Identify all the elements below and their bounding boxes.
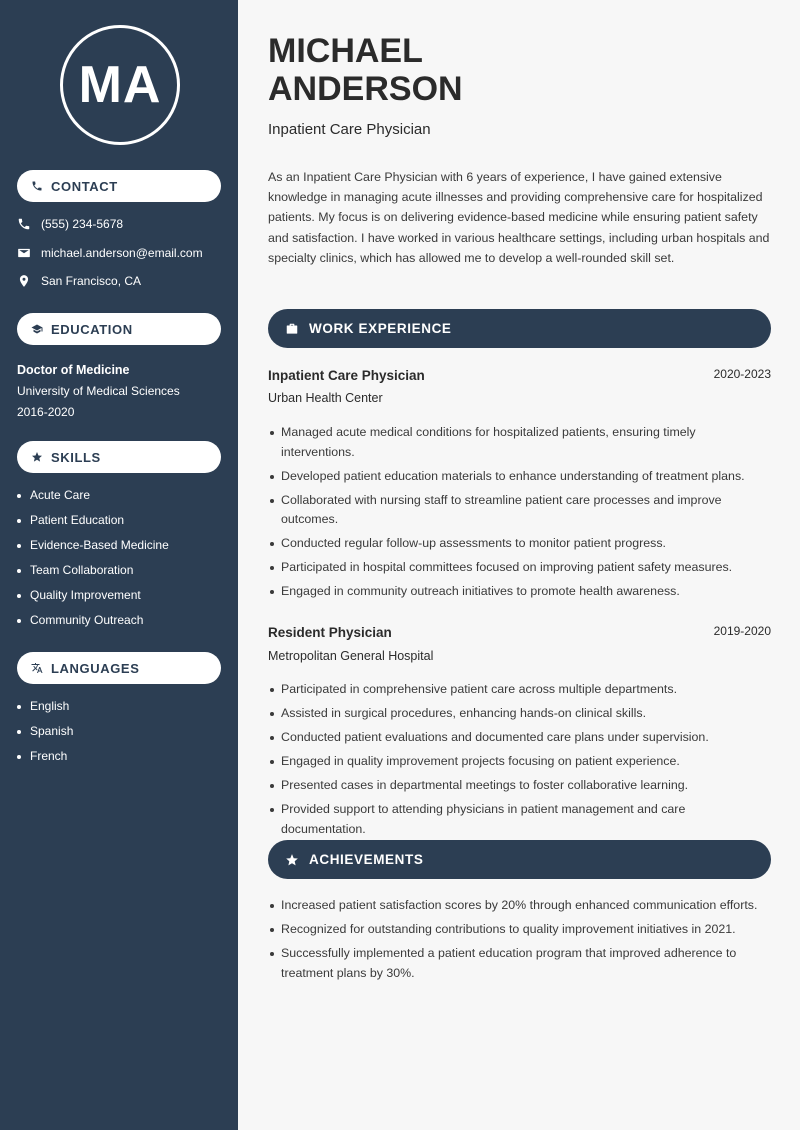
profile-summary: As an Inpatient Care Physician with 6 years of experience, I have gained extensive knowledge in managing acute illnesses and providing comprehensive care for hospitalized patients. My focus is on delivering evidence-based medicine while ensuring patient safety and satisfaction. I have worked in various healthcare settings, including urban hospitals and specialty clinics, which has allowed me to develop a well-rounded skill set.	[268, 170, 770, 265]
skills-list	[17, 483, 169, 633]
skill-item: Team Collaboration	[17, 558, 169, 583]
contact-phone-text: (555) 234-5678	[41, 217, 124, 231]
list-item: Presented cases in departmental meetings to foster collaborative learning.	[268, 776, 768, 796]
skills-heading	[17, 441, 221, 473]
candidate-name	[268, 32, 648, 108]
job-title-headline: Inpatient Care Physician	[268, 121, 431, 138]
list-item: Participated in hospital committees focused on improving patient safety measures.	[268, 558, 768, 578]
first-name: MICHAEL	[268, 32, 423, 70]
list-item: Conducted regular follow-up assessments to monitor patient progress.	[268, 534, 768, 554]
list-item: Engaged in community outreach initiatives to promote health awareness.	[268, 582, 768, 602]
education-heading-label: EDUCATION	[51, 321, 133, 337]
achievements-heading	[268, 840, 771, 879]
job-1-org: Urban Health Center	[268, 391, 383, 405]
graduation-cap-icon	[31, 323, 43, 335]
job-2-org: Metropolitan General Hospital	[268, 649, 434, 663]
email-icon	[17, 246, 31, 260]
contact-email	[17, 246, 203, 260]
achievements-heading-label: ACHIEVEMENTS	[309, 852, 424, 867]
language-item: English	[17, 694, 73, 719]
work-experience-heading	[268, 309, 771, 348]
list-item: Managed acute medical conditions for hospitalized patients, ensuring timely interventions.	[268, 423, 768, 462]
education-years: 2016-2020	[17, 405, 75, 419]
work-experience-heading-label: WORK EXPERIENCE	[309, 321, 452, 336]
skill-item: Community Outreach	[17, 608, 169, 633]
list-item: Participated in comprehensive patient care across multiple departments.	[268, 680, 768, 700]
job-1-bullets	[268, 423, 768, 606]
skill-item: Evidence-Based Medicine	[17, 533, 169, 558]
list-item: Increased patient satisfaction scores by 20% through enhanced communication efforts.	[268, 896, 768, 916]
phone-icon	[17, 217, 31, 231]
contact-email-text: michael.anderson@email.com	[41, 246, 203, 260]
list-item: Assisted in surgical procedures, enhancing hands-on clinical skills.	[268, 704, 768, 724]
list-item: Engaged in quality improvement projects focusing on patient experience.	[268, 752, 768, 772]
list-item: Recognized for outstanding contributions to quality improvement initiatives in 2021.	[268, 920, 768, 940]
star-icon	[285, 853, 299, 867]
language-item: Spanish	[17, 719, 73, 744]
education-entry	[17, 360, 180, 423]
contact-heading	[17, 170, 221, 202]
job-2-bullets	[268, 680, 768, 844]
skill-item: Acute Care	[17, 483, 169, 508]
skill-item: Patient Education	[17, 508, 169, 533]
job-2-title: Resident Physician	[268, 625, 392, 640]
star-icon	[31, 451, 43, 463]
last-name: ANDERSON	[268, 70, 463, 108]
skill-item: Quality Improvement	[17, 583, 169, 608]
list-item: Collaborated with nursing staff to streamline patient care processes and improve outcomes.	[268, 491, 768, 530]
achievements-list	[268, 896, 768, 988]
job-2-dates: 2019-2020	[713, 624, 771, 638]
phone-icon	[31, 180, 43, 192]
language-item: French	[17, 744, 73, 769]
sidebar	[0, 0, 238, 1130]
education-heading	[17, 313, 221, 345]
contact-phone	[17, 217, 123, 231]
job-1-title: Inpatient Care Physician	[268, 368, 425, 383]
contact-location	[17, 274, 141, 288]
translate-icon	[31, 662, 43, 674]
location-pin-icon	[17, 274, 31, 288]
languages-heading-label: LANGUAGES	[51, 660, 140, 676]
contact-heading-label: CONTACT	[51, 178, 118, 194]
contact-location-text: San Francisco, CA	[41, 274, 142, 288]
job-1-dates: 2020-2023	[713, 367, 771, 381]
briefcase-icon	[285, 322, 299, 336]
languages-heading	[17, 652, 221, 684]
monogram-avatar: MA	[60, 25, 180, 145]
languages-list	[17, 694, 73, 769]
education-degree: Doctor of Medicine	[17, 363, 130, 377]
list-item: Successfully implemented a patient education program that improved adherence to treatment plans by 30%.	[268, 944, 768, 983]
skills-heading-label: SKILLS	[51, 449, 101, 465]
list-item: Conducted patient evaluations and documented care plans under supervision.	[268, 728, 768, 748]
education-school: University of Medical Sciences	[17, 384, 180, 398]
list-item: Developed patient education materials to enhance understanding of treatment plans.	[268, 467, 768, 487]
list-item: Provided support to attending physicians in patient management and care documentation.	[268, 800, 768, 839]
